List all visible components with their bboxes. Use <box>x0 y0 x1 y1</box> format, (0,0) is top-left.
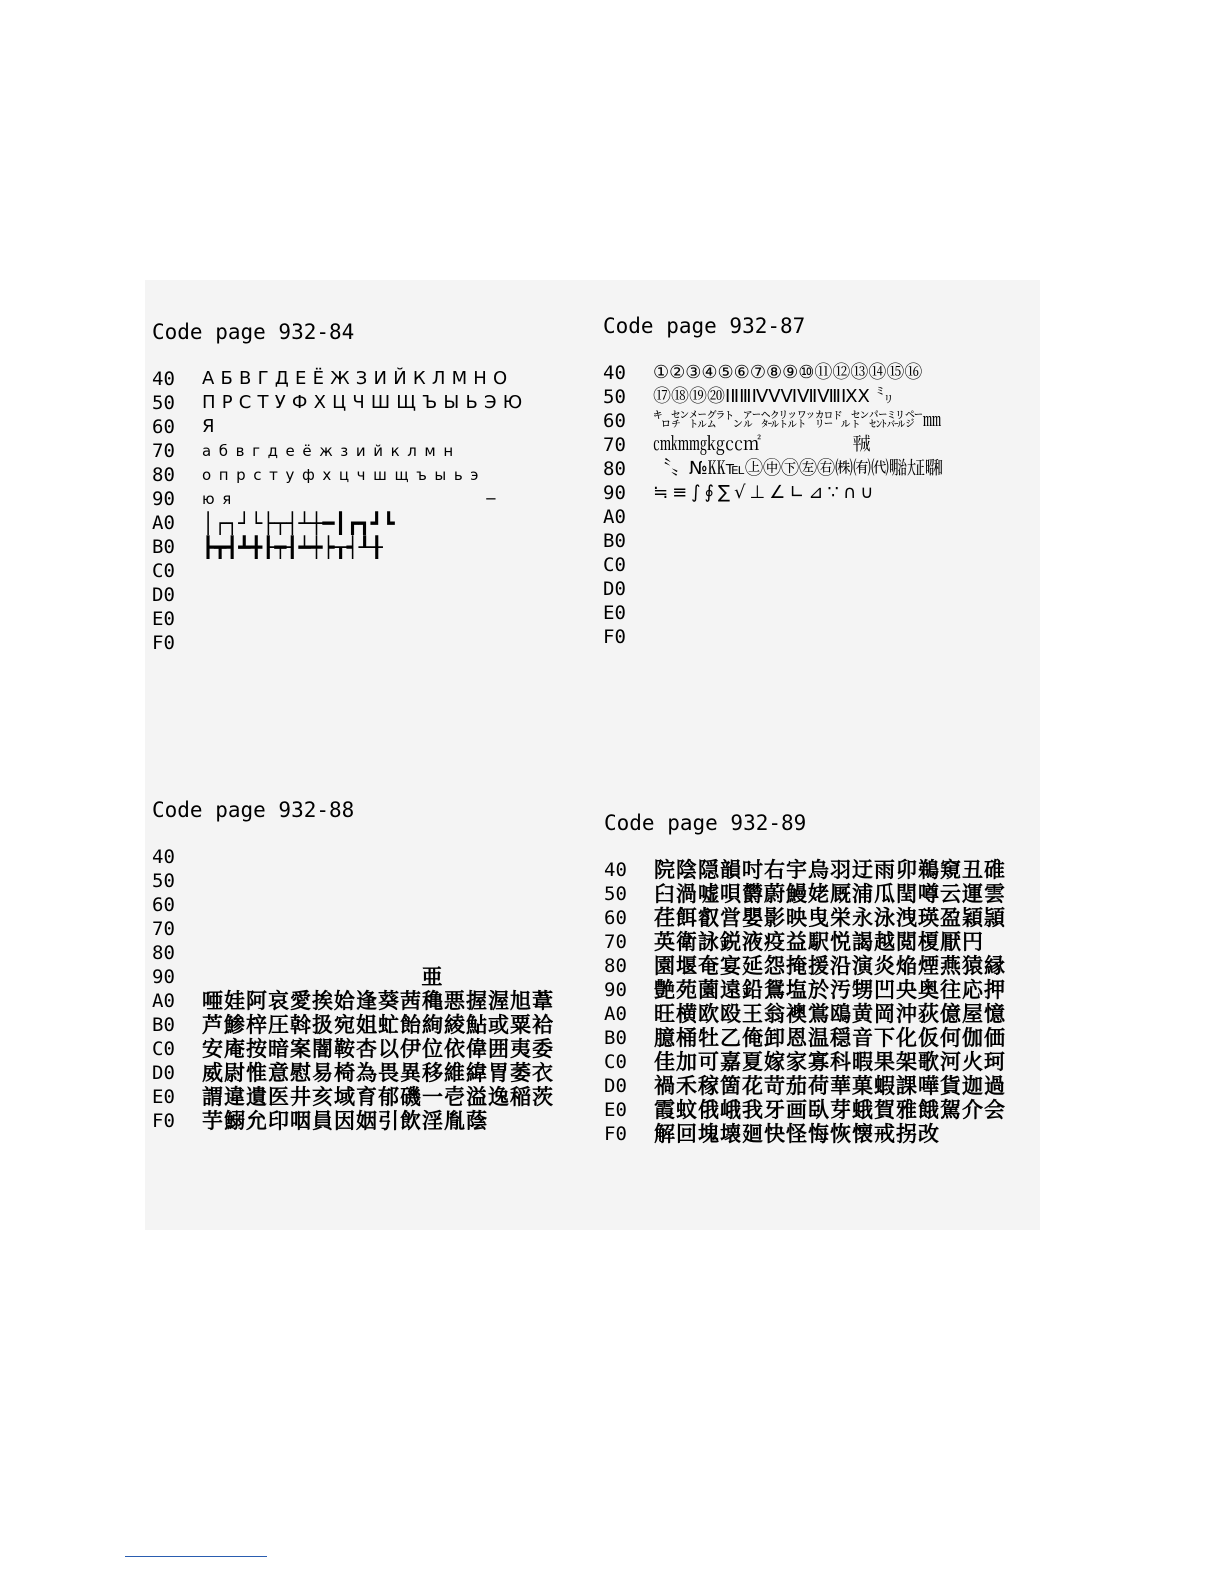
row-code: D0 <box>152 1062 175 1084</box>
table-row <box>152 845 592 869</box>
panel-title: Code page 932-84 <box>152 320 355 344</box>
row-characters: 霞蚊俄峨我牙画臥芽蛾賀雅餓駕介会 <box>654 1098 1006 1122</box>
row-characters: Я <box>202 416 221 437</box>
row-characters: 〝〟№㏍℡㊤㊥㊦㊧㊨㈱㈲㈹㍾㍽㍼ <box>653 458 944 479</box>
row-code: 40 <box>152 846 175 868</box>
row-code: 50 <box>603 386 626 408</box>
table-row <box>152 607 592 631</box>
panel-title: Code page 932-87 <box>603 314 806 338</box>
table-row <box>152 631 592 655</box>
row-characters: 芦鯵梓圧斡扱宛姐虻飴絢綾鮎或粟袷 <box>202 1013 554 1037</box>
row-characters: 解回塊壊廻快怪悔恢懐戒拐改 <box>654 1122 940 1146</box>
row-characters: юя ─ <box>202 490 503 508</box>
table-row <box>603 385 1043 409</box>
row-code: 80 <box>152 942 175 964</box>
table-row <box>604 882 1044 906</box>
table-row <box>152 559 592 583</box>
row-code: E0 <box>152 1086 175 1108</box>
table-row <box>603 529 1043 553</box>
row-characters: абвгдеёжзийклмн <box>202 442 461 460</box>
row-code: 60 <box>603 410 626 432</box>
row-characters: ≒≡∫∮∑√⊥∠∟⊿∵∩∪ <box>653 482 878 503</box>
table-row <box>604 930 1044 954</box>
row-characters: 唖娃阿哀愛挨姶逢葵茜穐悪握渥旭葦 <box>202 989 554 1013</box>
row-characters: ①②③④⑤⑥⑦⑧⑨⑩⑪⑫⑬⑭⑮⑯ <box>653 362 923 383</box>
row-code: A0 <box>152 990 175 1012</box>
table-row <box>604 1026 1044 1050</box>
table-row <box>604 1002 1044 1026</box>
row-code: 50 <box>152 870 175 892</box>
row-characters: 佳加可嘉夏嫁家寡科暇果架歌河火珂 <box>654 1050 1006 1074</box>
row-characters: ㌔㌢㍍㌘㌧㌃㌶㍑㍗㌍㌦㌣㌫㍊㌻㎜ <box>653 410 941 431</box>
code-rows <box>604 858 1044 1146</box>
row-characters: 英衛詠鋭液疫益駅悦謁越閲榎厭円 <box>654 930 984 954</box>
code-page-932-88-table <box>152 795 592 1133</box>
row-code: D0 <box>604 1075 627 1097</box>
row-characters: 臆桶牡乙俺卸恩温穏音下化仮何伽価 <box>654 1026 1006 1050</box>
row-characters: ПРСТУФХЦЧШЩЪЫЬЭЮ <box>202 392 529 413</box>
table-row <box>152 391 592 415</box>
table-row <box>604 1074 1044 1098</box>
table-row <box>603 625 1043 649</box>
row-characters: 芋鰯允印咽員因姻引飲淫胤蔭 <box>202 1109 488 1133</box>
row-code: C0 <box>152 1038 175 1060</box>
row-characters: 禍禾稼箇花苛茄荷華菓蝦課嘩貨迦過 <box>654 1074 1006 1098</box>
row-code: F0 <box>152 632 175 654</box>
row-code: F0 <box>152 1110 175 1132</box>
row-code: D0 <box>603 578 626 600</box>
table-row <box>604 1050 1044 1074</box>
table-row <box>152 1109 592 1133</box>
row-code: 90 <box>152 966 175 988</box>
table-row <box>603 457 1043 481</box>
row-code: A0 <box>152 512 175 534</box>
row-code: 60 <box>152 894 175 916</box>
table-row <box>152 487 592 511</box>
code-page-932-87-table <box>603 311 1043 649</box>
code-rows <box>152 367 592 655</box>
table-row <box>604 906 1044 930</box>
table-row <box>603 601 1043 625</box>
row-characters: 院陰隠韻吋右宇烏羽迂雨卯鵜窺丑碓 <box>654 858 1006 882</box>
table-row <box>152 869 592 893</box>
row-code: F0 <box>603 626 626 648</box>
code-rows <box>603 361 1043 649</box>
row-code: 50 <box>604 883 627 905</box>
row-characters: 荏餌叡営嬰影映曳栄永泳洩瑛盈穎頴 <box>654 906 1006 930</box>
row-code: 40 <box>604 859 627 881</box>
table-row <box>152 415 592 439</box>
table-row <box>152 989 592 1013</box>
row-characters: АБВГДЕЁЖЗИЙКЛМНО <box>202 368 514 389</box>
table-row <box>603 553 1043 577</box>
row-code: 80 <box>152 464 175 486</box>
table-row <box>152 965 592 989</box>
table-row <box>152 535 592 559</box>
row-code: 80 <box>603 458 626 480</box>
row-code: 80 <box>604 955 627 977</box>
table-row <box>603 409 1043 433</box>
row-code: C0 <box>152 560 175 582</box>
row-characters: 威尉惟意慰易椅為畏異移維緯胃萎衣 <box>202 1061 554 1085</box>
row-code: E0 <box>603 602 626 624</box>
row-characters: 艶苑薗遠鉛鴛塩於汚甥凹央奥往応押 <box>654 978 1006 1002</box>
table-row <box>603 433 1043 457</box>
row-code: F0 <box>604 1123 627 1145</box>
row-characters: ㎝㎞㎎㎏㏄㎡ ㍻ <box>653 434 871 455</box>
row-characters: 臼渦嘘唄欝蔚鰻姥厩浦瓜閏噂云運雲 <box>654 882 1006 906</box>
footnote-separator <box>125 1556 267 1557</box>
table-row <box>152 1085 592 1109</box>
table-row <box>604 1098 1044 1122</box>
row-code: B0 <box>152 536 175 558</box>
row-characters: ┣┳┫┻╋┠┯┨┷┿┝┰┥┸╂ <box>202 535 383 559</box>
row-code: A0 <box>603 506 626 528</box>
code-page-932-89-table <box>604 808 1044 1146</box>
table-row <box>604 858 1044 882</box>
row-characters: опрстуфхцчшщъыьэ <box>202 466 487 484</box>
row-code: A0 <box>604 1003 627 1025</box>
row-code: B0 <box>152 1014 175 1036</box>
table-row <box>603 481 1043 505</box>
table-row <box>152 511 592 535</box>
table-row <box>152 463 592 487</box>
row-code: D0 <box>152 584 175 606</box>
table-row <box>152 367 592 391</box>
row-code: 70 <box>152 440 175 462</box>
row-code: 60 <box>152 416 175 438</box>
row-code: C0 <box>603 554 626 576</box>
table-row <box>603 577 1043 601</box>
table-row <box>152 583 592 607</box>
row-code: 70 <box>603 434 626 456</box>
row-code: 40 <box>152 368 175 390</box>
table-row <box>152 439 592 463</box>
row-code: 70 <box>152 918 175 940</box>
row-code: 90 <box>152 488 175 510</box>
row-code: E0 <box>152 608 175 630</box>
table-row <box>152 1013 592 1037</box>
table-row <box>604 1122 1044 1146</box>
row-code: B0 <box>604 1027 627 1049</box>
row-code: 90 <box>604 979 627 1001</box>
row-code: 70 <box>604 931 627 953</box>
row-characters: │┌┐┘└├┬┤┴┼━┃┏┓┛┗ <box>202 511 395 535</box>
row-characters: ⑰⑱⑲⑳ⅠⅡⅢⅣⅤⅥⅦⅧⅨⅩ ㍉ <box>653 386 894 407</box>
table-row <box>152 917 592 941</box>
table-row <box>152 1061 592 1085</box>
code-page-932-84-table <box>152 317 592 655</box>
row-characters: 謂違遺医井亥域育郁磯一壱溢逸稲茨 <box>202 1085 554 1109</box>
row-characters: 旺横欧殴王翁襖鴬鴎黄岡沖荻億屋憶 <box>654 1002 1006 1026</box>
table-row <box>604 954 1044 978</box>
table-row <box>603 361 1043 385</box>
row-characters: 園堰奄宴延怨掩援沿演炎焔煙燕猿縁 <box>654 954 1006 978</box>
code-rows <box>152 845 592 1133</box>
row-code: 90 <box>603 482 626 504</box>
row-code: 40 <box>603 362 626 384</box>
table-row <box>603 505 1043 529</box>
table-row <box>604 978 1044 1002</box>
row-characters: 亜 <box>202 965 443 989</box>
table-row <box>152 941 592 965</box>
panel-title: Code page 932-89 <box>604 811 807 835</box>
row-code: 50 <box>152 392 175 414</box>
row-code: 60 <box>604 907 627 929</box>
row-code: B0 <box>603 530 626 552</box>
row-code: C0 <box>604 1051 627 1073</box>
row-code: E0 <box>604 1099 627 1121</box>
row-characters: 安庵按暗案闇鞍杏以伊位依偉囲夷委 <box>202 1037 554 1061</box>
table-row <box>152 893 592 917</box>
panel-title: Code page 932-88 <box>152 798 355 822</box>
table-row <box>152 1037 592 1061</box>
